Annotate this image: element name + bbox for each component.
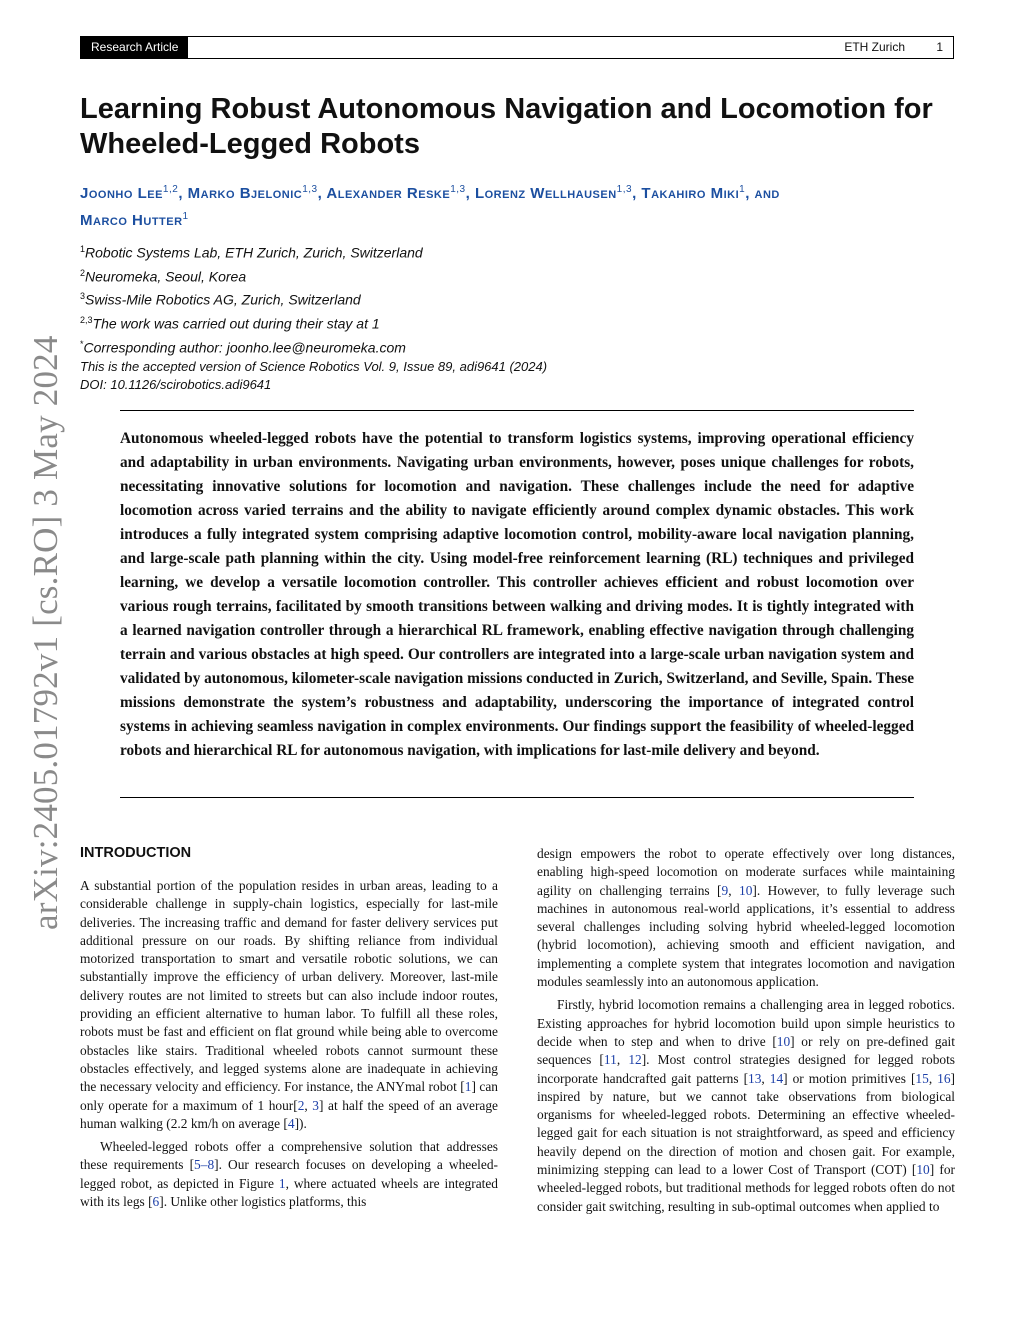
citation-link[interactable]: 10 bbox=[739, 882, 753, 898]
paper-title: Learning Robust Autonomous Navigation and Locomotion for Wheeled-Legged Robots bbox=[80, 93, 933, 160]
publication-note bbox=[80, 358, 547, 394]
page-number: 1 bbox=[936, 40, 943, 54]
citation-link[interactable]: 4 bbox=[287, 1115, 295, 1131]
accepted-version-note: This is the accepted version of Science Robotics Vol. 9, Issue 89, adi9641 (2024) bbox=[80, 359, 548, 374]
affiliation-line bbox=[80, 239, 423, 263]
intro-paragraph-2-continued: design empowers the robot to operate effectively over long distances, enabling high-speed locomotion on moderate surfaces while maintaining agility on challenging terrains [9, 10]. However, to fully leverage such machines in autonomous real-world applications, it’s essential to address several challenges including solving hybrid wheeled-legged locomotion (hybrid locomotion), achieving smooth and efficient navigation, and implementing a complete system that integrates locomotion and navigation modules seamlessly into an autonomous application. bbox=[537, 846, 955, 990]
author-affiliation-marker: 1,3 bbox=[450, 184, 466, 195]
doi-line: DOI: 10.1126/scirobotics.adi9641 bbox=[80, 377, 272, 392]
affiliation-text: The work was carried out during their stay at 1 bbox=[92, 315, 380, 332]
citation-link[interactable]: 16 bbox=[937, 1070, 951, 1086]
affiliation-list bbox=[80, 239, 423, 357]
intro-paragraph-3: Firstly, hybrid locomotion remains a challenging area in legged robotics. Existing approaches for hybrid locomotion build upon simple heuristics to decide when to step and when to drive [10] or rely on pre-defined gait sequences [11, 12]. Most control strategies designed for legged robots incorporate handcrafted gait patterns [13, 14] or motion primitives [15, 16] inspired by nature, but we cannot take observations from biological organisms for wheeled-legged robots. Determining an effective wheeled-legged gait for each situation is not straightforward, as speed and efficiency heavily depend on the direction of motion and chosen gait. For example, minimizing stepping can lead to a lower Cost of Transport (COT) [10] for wheeled-legged robots, but traditional methods for legged robots often do not consider gait switching, resulting in sub-optimal outcomes when applied to bbox=[537, 997, 956, 1214]
author-separator: , and bbox=[745, 185, 780, 202]
right-column bbox=[537, 845, 955, 1216]
affiliation-marker: 2,3 bbox=[80, 314, 93, 325]
abstract: Autonomous wheeled-legged robots have the potential to transform logistics systems, improving operational efficiency and adaptability in urban environments. Navigating urban environments, however, poses unique challenges for robots, necessitating innovative solutions for locomotion and navigation. These challenges include the need for adaptive locomotion across varied terrains and the ability to navigate efficiently around complex dynamic obstacles. This work introduces a fully integrated system comprising adaptive locomotion control, mobility-aware local navigation planning, and large-scale path planning within the city. Using model-free reinforcement learning (RL) techniques and privileged learning, we develop a versatile locomotion controller. This controller achieves efficient and robust locomotion over various rough terrains, facilitated by smooth transitions between walking and driving modes. It is tightly integrated with a learned navigation controller through a hierarchical RL framework, enabling effective navigation through challenging terrain and various obstacles at high speed. Our controllers are integrated into a large-scale urban navigation system and validated by autonomous, kilometer-scale navigation missions conducted in Zurich, Switzerland, and Seville, Spain. These missions demonstrate the system’s robustness and adaptability, underscoring the importance of integrated control systems in achieving seamless navigation in complex environments. Our findings support the feasibility of wheeled-legged robots and hierarchical RL for autonomous navigation, with implications for last-mile delivery and beyond. bbox=[120, 430, 914, 759]
affiliation-line bbox=[80, 286, 423, 310]
author-separator: , bbox=[178, 185, 188, 202]
author-list bbox=[80, 178, 960, 232]
affiliation-marker: 3 bbox=[80, 291, 86, 302]
author-name: Alexander Reske bbox=[326, 185, 451, 202]
citation-link[interactable]: 9 bbox=[721, 882, 729, 898]
author-separator: , bbox=[317, 185, 327, 202]
citation-link[interactable]: 6 bbox=[152, 1194, 160, 1210]
citation-link[interactable]: 1 bbox=[464, 1079, 472, 1095]
citation-link[interactable]: 12 bbox=[628, 1052, 642, 1068]
author-separator: , bbox=[465, 185, 475, 202]
intro-paragraph-1: A substantial portion of the population resides in urban areas, leading to a considerable challenge in supply-chain logistics, especially for last-mile deliveries. The increasing traffic and demand for faster delivery services put additional pressure on our roads. By shifting reliance from individual motorized transportation to smart and versatile robotic solutions, we can substantially improve the efficiency of urban delivery. Moreover, last-mile delivery routes are not limited to streets but can also include indoor routes, providing an efficient alternative to human labor. To fulfill all these roles, robots must be fast and efficient on flat ground while being able to overcome obstacles like stairs. Traditional wheeled robots cannot surmount these obstacles effectively, and legged systems alone are inadequate in achieving the necessary velocity and efficiency. For instance, the ANYmal robot [1] can only operate for a maximum of 1 hour[2, 3] at half the speed of an average human walking (2.2 km/h on average [4]). bbox=[80, 878, 498, 1131]
citation-link[interactable]: 3 bbox=[312, 1097, 319, 1113]
author-affiliation-marker: 1,3 bbox=[616, 184, 633, 195]
affiliation-marker: 2 bbox=[80, 267, 86, 278]
author-name: Joonho Lee bbox=[80, 185, 163, 202]
affiliation-marker: 1 bbox=[80, 244, 86, 254]
citation-link[interactable]: 11 bbox=[603, 1052, 617, 1068]
author-name: Marko Bjelonic bbox=[187, 185, 303, 202]
abstract-bottom-rule bbox=[120, 797, 914, 798]
left-column bbox=[80, 877, 498, 1211]
running-header bbox=[80, 36, 954, 59]
citation-link[interactable]: 10 bbox=[776, 1033, 791, 1049]
intro-paragraph-2: Wheeled-legged robots offer a comprehensive solution that addresses these requirements [5–8]. Our research focuses on developing a wheeled-legged robot, as depicted in Figure 1, where actuated wheels are integrated with its legs [6]. Unlike other logistics platforms, this bbox=[80, 1139, 499, 1210]
section-heading-introduction: INTRODUCTION bbox=[80, 845, 192, 861]
author-separator: , bbox=[632, 185, 642, 202]
affiliation-text: Robotic Systems Lab, ETH Zurich, Zurich, Switzerland bbox=[85, 244, 423, 261]
author-affiliation-marker: 1,3 bbox=[302, 184, 318, 195]
affiliation-text: Corresponding author: joonho.lee@neuromeka.com bbox=[83, 339, 406, 356]
affiliation-line bbox=[80, 310, 423, 334]
author-name: Marco Hutter bbox=[80, 212, 183, 229]
citation-link[interactable]: 1 bbox=[278, 1175, 286, 1191]
affiliation-marker: * bbox=[80, 338, 84, 349]
affiliation-line bbox=[80, 334, 423, 358]
citation-link[interactable]: 14 bbox=[769, 1070, 784, 1086]
affiliation-line bbox=[80, 263, 423, 287]
citation-link[interactable]: 2 bbox=[297, 1097, 305, 1113]
citation-link[interactable]: 10 bbox=[916, 1162, 930, 1178]
author-affiliation-marker: 1 bbox=[739, 184, 746, 195]
affiliation-text: Neuromeka, Seoul, Korea bbox=[85, 268, 247, 285]
author-name: Lorenz Wellhausen bbox=[474, 185, 617, 202]
institution-label: ETH Zurich bbox=[844, 40, 905, 54]
citation-link[interactable]: 15 bbox=[915, 1070, 929, 1086]
citation-link[interactable]: 13 bbox=[748, 1070, 762, 1086]
citation-link[interactable]: 5–8 bbox=[194, 1157, 215, 1173]
article-type-label: Research Article bbox=[81, 37, 188, 58]
abstract-top-rule bbox=[120, 410, 914, 411]
author-name: Takahiro Miki bbox=[641, 185, 740, 202]
affiliation-text: Swiss-Mile Robotics AG, Zurich, Switzerland bbox=[85, 291, 361, 308]
author-affiliation-marker: 1,2 bbox=[162, 184, 179, 195]
arxiv-identifier-stamp: arXiv:2405.01792v1 [cs.RO] 3 May 2024 bbox=[26, 335, 65, 930]
author-affiliation-marker: 1 bbox=[182, 211, 189, 222]
